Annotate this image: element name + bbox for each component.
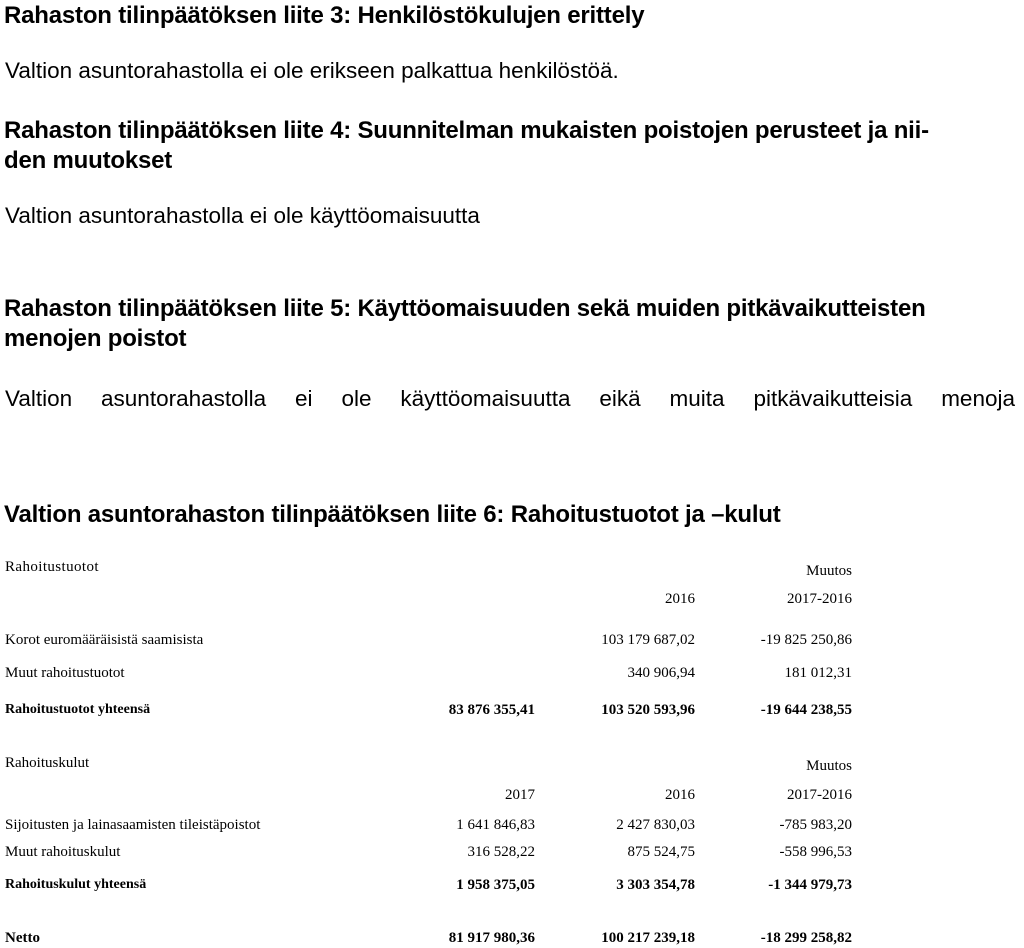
expenses-2017-header: 2017 — [505, 787, 535, 803]
note5-text: Valtion asuntorahastolla ei ole käyttöomaisuutta eikä muita pitkävaikutteisia menoja — [5, 386, 1015, 411]
income-title: Rahoitustuotot — [5, 559, 99, 575]
row-label: Sijoitusten ja lainasaamisten tileistäpoistot — [5, 817, 261, 833]
total-2017-value: 83 876 355,41 — [448, 702, 535, 718]
total-change-value: -1 344 979,73 — [768, 877, 852, 893]
total-2017-value: 1 958 375,05 — [456, 877, 535, 893]
expenses-title: Rahoituskulut — [5, 755, 90, 771]
row-2017-value: 1 641 846,83 — [456, 817, 535, 833]
row-2016-value: 103 179 687,02 — [601, 632, 695, 648]
row-change-value: -785 983,20 — [779, 817, 852, 833]
total-label: Rahoituskulut yhteensä — [5, 877, 147, 892]
note3-heading: Rahaston tilinpäätöksen liite 3: Henkilöstökulujen erittely — [4, 2, 645, 29]
row-change-value: 181 012,31 — [784, 665, 852, 681]
net-change-value: -18 299 258,82 — [760, 930, 852, 946]
row-2017-value: 316 528,22 — [467, 844, 535, 860]
note4-heading-line2: den muutokset — [4, 147, 173, 174]
total-change-value: -19 644 238,55 — [760, 702, 852, 718]
net-2016-value: 100 217 239,18 — [601, 930, 695, 946]
income-change-header: Muutos — [806, 563, 852, 579]
income-2016-header: 2016 — [665, 591, 695, 607]
row-change-value: -558 996,53 — [779, 844, 852, 860]
row-2016-value: 875 524,75 — [627, 844, 695, 860]
note6-heading: Valtion asuntorahaston tilinpäätöksen liite 6: Rahoitustuotot ja –kulut — [4, 501, 781, 528]
note4-heading-line1: Rahaston tilinpäätöksen liite 4: Suunnitelman mukaisten poistojen perusteet ja nii- — [4, 117, 929, 144]
total-2016-value: 103 520 593,96 — [601, 702, 695, 718]
note3-text: Valtion asuntorahastolla ei ole erikseen palkattua henkilöstöä. — [5, 58, 619, 83]
row-label: Muut rahoitustuotot — [5, 665, 125, 681]
expenses-change-years-header: 2017-2016 — [787, 787, 852, 803]
expenses-change-header: Muutos — [806, 758, 852, 774]
row-2016-value: 340 906,94 — [627, 665, 695, 681]
expenses-2016-header: 2016 — [665, 787, 695, 803]
total-2016-value: 3 303 354,78 — [616, 877, 695, 893]
note5-heading-line1: Rahaston tilinpäätöksen liite 5: Käyttöomaisuuden sekä muiden pitkävaikutteisten — [4, 295, 926, 322]
net-2017-value: 81 917 980,36 — [448, 930, 535, 946]
income-change-years-header: 2017-2016 — [787, 591, 852, 607]
row-label: Korot euromääräisistä saamisista — [5, 632, 204, 648]
note5-heading-line2: menojen poistot — [4, 325, 187, 352]
total-label: Rahoitustuotot yhteensä — [5, 702, 151, 717]
note4-text: Valtion asuntorahastolla ei ole käyttöomaisuutta — [5, 203, 480, 228]
row-label: Muut rahoituskulut — [5, 844, 121, 860]
row-2016-value: 2 427 830,03 — [616, 817, 695, 833]
net-label: Netto — [5, 930, 40, 946]
row-change-value: -19 825 250,86 — [760, 632, 852, 648]
